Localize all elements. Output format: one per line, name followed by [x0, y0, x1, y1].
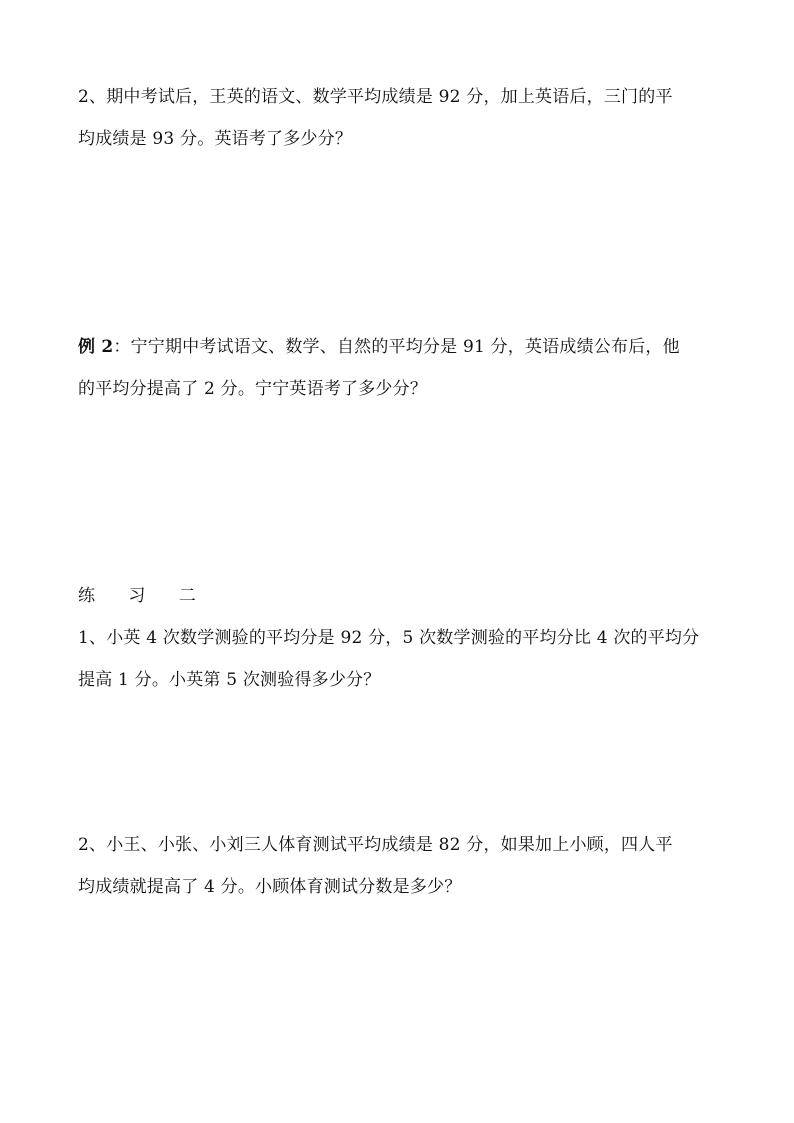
exercise-2-q2-line-2: 均成绩就提高了 4 分。小顾体育测试分数是多少？	[78, 877, 462, 897]
exercise-2-heading: 练 习 二	[78, 586, 210, 606]
problem-2-line-2: 均成绩是 93 分。英语考了多少分？	[78, 129, 353, 149]
problem-2-line-1: 2、期中考试后，王英的语文、数学平均成绩是 92 分，加上英语后，三门的平	[78, 87, 673, 107]
example-2-label: 例 2	[78, 337, 114, 357]
example-2-line-1	[78, 336, 680, 358]
exercise-2-q2-line-1: 2、小王、小张、小刘三人体育测试平均成绩是 82 分，如果加上小顾，四人平	[78, 835, 673, 855]
exercise-2-q1-line-1: 1、小英 4 次数学测验的平均分是 92 分，5 次数学测验的平均分比 4 次的平均分	[78, 628, 700, 648]
exercise-2-q1-line-2: 提高 1 分。小英第 5 次测验得多少分？	[78, 670, 381, 690]
example-2-line-1-text: ：宁宁期中考试语文、数学、自然的平均分是 91 分，英语成绩公布后，他	[113, 337, 680, 357]
example-2-line-2: 的平均分提高了 2 分。宁宁英语考了多少分？	[78, 379, 428, 399]
